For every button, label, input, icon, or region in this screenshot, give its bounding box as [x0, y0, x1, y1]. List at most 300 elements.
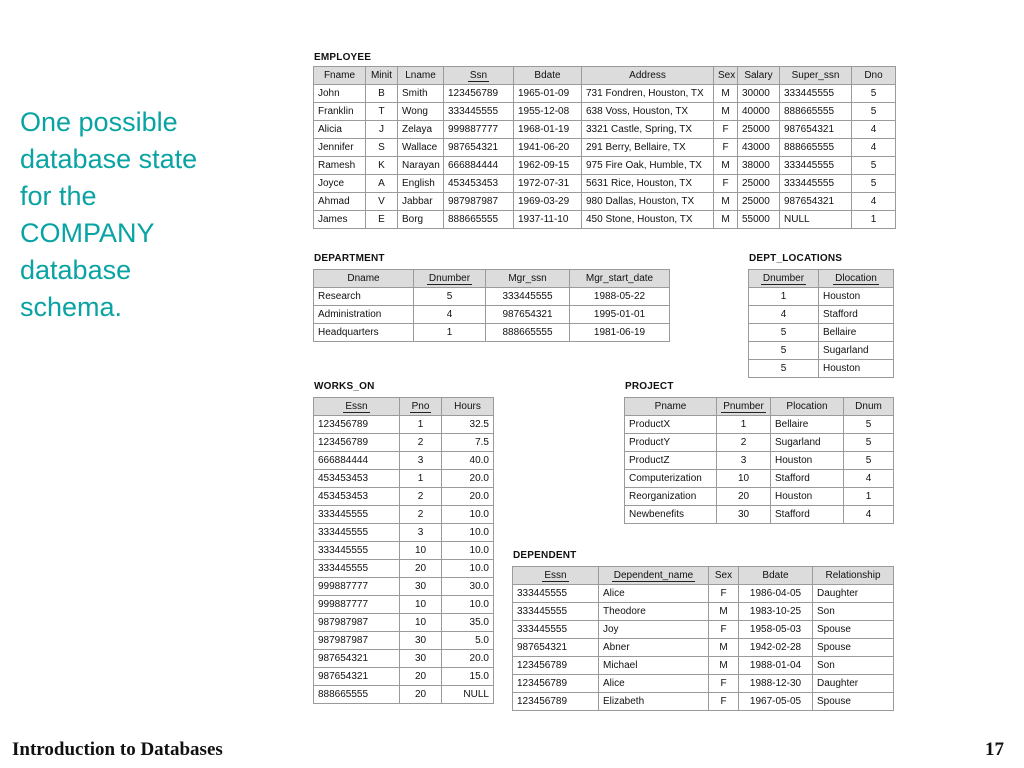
- column-header: [314, 67, 366, 85]
- table-cell: 987654321: [513, 639, 599, 657]
- table-cell: 333445555: [513, 621, 599, 639]
- table-cell: 5: [749, 342, 819, 360]
- table-cell: 15.0: [442, 668, 494, 686]
- table-cell: Sugarland: [819, 342, 894, 360]
- table-cell: 10: [717, 470, 771, 488]
- table-cell: Wallace: [398, 139, 444, 157]
- column-header-label: Dnumber: [428, 273, 471, 284]
- table-cell: 10.0: [442, 524, 494, 542]
- table-cell: E: [366, 211, 398, 229]
- footer-title: Introduction to Databases: [12, 739, 223, 760]
- caption-line: for the: [20, 181, 97, 211]
- table-row: [314, 193, 896, 211]
- column-header-label: Pnumber: [723, 401, 764, 412]
- table-cell: 1972-07-31: [514, 175, 582, 193]
- column-header-label: Pno: [411, 401, 430, 412]
- table-cell: 333445555: [314, 542, 400, 560]
- column-header: [780, 67, 852, 85]
- table-cell: M: [709, 603, 739, 621]
- header-row: [749, 270, 894, 288]
- table-cell: 888665555: [780, 103, 852, 121]
- table-cell: Franklin: [314, 103, 366, 121]
- table-cell: 4: [852, 121, 896, 139]
- table-cell: 333445555: [314, 506, 400, 524]
- header-row: [625, 398, 894, 416]
- table-cell: 987654321: [780, 193, 852, 211]
- table-cell: 5: [852, 103, 896, 121]
- table-cell: 20: [400, 560, 442, 578]
- table-cell: 123456789: [513, 657, 599, 675]
- table-cell: 638 Voss, Houston, TX: [582, 103, 714, 121]
- table-cell: 1968-01-19: [514, 121, 582, 139]
- table-row: [314, 470, 494, 488]
- table-cell: 10.0: [442, 596, 494, 614]
- column-header: [819, 270, 894, 288]
- table-cell: 3: [717, 452, 771, 470]
- table-cell: 987654321: [314, 668, 400, 686]
- table-cell: 30.0: [442, 578, 494, 596]
- table-cell: 333445555: [513, 603, 599, 621]
- column-header-label: Sex: [714, 570, 733, 581]
- table-cell: 999887777: [444, 121, 514, 139]
- table-cell: 30000: [738, 85, 780, 103]
- table-cell: 5: [852, 85, 896, 103]
- column-header: [514, 67, 582, 85]
- table-cell: S: [366, 139, 398, 157]
- table-cell: 3: [400, 452, 442, 470]
- table-cell: 4: [844, 470, 894, 488]
- table-cell: 987654321: [444, 139, 514, 157]
- table-cell: 666884444: [444, 157, 514, 175]
- caption-line: database: [20, 255, 132, 285]
- table-cell: Stafford: [771, 506, 844, 524]
- table-row: [314, 596, 494, 614]
- page-number: 17: [985, 739, 1004, 760]
- table-row: [314, 614, 494, 632]
- table-cell: Daughter: [813, 585, 894, 603]
- table-row: [314, 506, 494, 524]
- table-cell: 5631 Rice, Houston, TX: [582, 175, 714, 193]
- table-cell: Computerization: [625, 470, 717, 488]
- table-cell: Sugarland: [771, 434, 844, 452]
- table-cell: Research: [314, 288, 414, 306]
- table-cell: 20.0: [442, 470, 494, 488]
- table-row: [314, 211, 896, 229]
- table-cell: M: [714, 157, 738, 175]
- table-cell: 30: [400, 650, 442, 668]
- table-cell: 450 Stone, Houston, TX: [582, 211, 714, 229]
- column-header-label: Ssn: [469, 70, 488, 81]
- table-cell: 10.0: [442, 560, 494, 578]
- table-cell: 1: [717, 416, 771, 434]
- table-cell: M: [714, 103, 738, 121]
- table-row: [513, 639, 894, 657]
- table-row: [513, 693, 894, 711]
- header-row: [314, 270, 670, 288]
- table-cell: Administration: [314, 306, 414, 324]
- table-cell: 1941-06-20: [514, 139, 582, 157]
- table-row: [625, 452, 894, 470]
- table-cell: 20: [717, 488, 771, 506]
- table-cell: Wong: [398, 103, 444, 121]
- table-cell: 40000: [738, 103, 780, 121]
- table-cell: J: [366, 121, 398, 139]
- table-row: [314, 578, 494, 596]
- table-cell: 32.5: [442, 416, 494, 434]
- table-cell: 4: [749, 306, 819, 324]
- column-header: [738, 67, 780, 85]
- column-header: [442, 398, 494, 416]
- department-title: DEPARTMENT: [314, 253, 385, 264]
- column-header-label: Dependent_name: [613, 570, 694, 581]
- table-cell: 333445555: [780, 175, 852, 193]
- table-cell: Zelaya: [398, 121, 444, 139]
- column-header-label: Fname: [323, 70, 356, 81]
- table-cell: 5: [844, 452, 894, 470]
- table-cell: Abner: [599, 639, 709, 657]
- table-cell: Smith: [398, 85, 444, 103]
- table-cell: 1988-12-30: [739, 675, 813, 693]
- column-header-label: Dnum: [855, 401, 882, 412]
- table-cell: Joy: [599, 621, 709, 639]
- table-row: [314, 488, 494, 506]
- table-cell: 333445555: [314, 560, 400, 578]
- table-cell: 25000: [738, 193, 780, 211]
- table-cell: 20.0: [442, 650, 494, 668]
- table-cell: 10.0: [442, 506, 494, 524]
- table-cell: ProductY: [625, 434, 717, 452]
- table-cell: Reorganization: [625, 488, 717, 506]
- table-cell: Borg: [398, 211, 444, 229]
- table-cell: 4: [414, 306, 486, 324]
- table-row: [749, 324, 894, 342]
- table-row: [314, 668, 494, 686]
- table-cell: 5: [749, 360, 819, 378]
- table-cell: Alicia: [314, 121, 366, 139]
- table-cell: Houston: [819, 360, 894, 378]
- column-header: [444, 67, 514, 85]
- table-cell: 5: [852, 175, 896, 193]
- column-header-label: Plocation: [786, 401, 828, 412]
- table-cell: 10: [400, 614, 442, 632]
- table-cell: 5: [844, 434, 894, 452]
- table-cell: James: [314, 211, 366, 229]
- table-cell: 25000: [738, 175, 780, 193]
- works-on-title: WORKS_ON: [314, 381, 375, 392]
- table-cell: Bellaire: [819, 324, 894, 342]
- table-cell: 20: [400, 668, 442, 686]
- department-table: [313, 269, 670, 342]
- table-cell: 1: [844, 488, 894, 506]
- table-cell: 453453453: [314, 488, 400, 506]
- table-cell: F: [714, 175, 738, 193]
- table-row: [513, 675, 894, 693]
- table-cell: 35.0: [442, 614, 494, 632]
- table-cell: 987654321: [486, 306, 570, 324]
- table-row: [314, 686, 494, 704]
- table-cell: 1988-05-22: [570, 288, 670, 306]
- table-row: [314, 434, 494, 452]
- column-header-label: Address: [629, 70, 666, 81]
- table-cell: 987987987: [314, 632, 400, 650]
- table-cell: A: [366, 175, 398, 193]
- column-header-label: Pname: [654, 401, 687, 412]
- table-cell: 333445555: [780, 85, 852, 103]
- dept-locations-table: [748, 269, 894, 378]
- table-cell: 1969-03-29: [514, 193, 582, 211]
- table-cell: M: [709, 639, 739, 657]
- table-cell: 731 Fondren, Houston, TX: [582, 85, 714, 103]
- table-cell: T: [366, 103, 398, 121]
- table-cell: 30: [717, 506, 771, 524]
- table-cell: F: [714, 139, 738, 157]
- table-cell: 2: [400, 434, 442, 452]
- table-cell: B: [366, 85, 398, 103]
- table-cell: Theodore: [599, 603, 709, 621]
- column-header-label: Bdate: [762, 570, 789, 581]
- column-header: [570, 270, 670, 288]
- table-cell: 55000: [738, 211, 780, 229]
- table-cell: 453453453: [314, 470, 400, 488]
- column-header-label: Dlocation: [835, 273, 877, 284]
- table-cell: ProductZ: [625, 452, 717, 470]
- table-row: [749, 288, 894, 306]
- project-title: PROJECT: [625, 381, 674, 392]
- table-cell: 2: [717, 434, 771, 452]
- table-cell: M: [709, 657, 739, 675]
- table-cell: F: [709, 675, 739, 693]
- table-cell: Stafford: [819, 306, 894, 324]
- table-cell: Ahmad: [314, 193, 366, 211]
- table-cell: 888665555: [444, 211, 514, 229]
- table-cell: 25000: [738, 121, 780, 139]
- table-cell: Narayan: [398, 157, 444, 175]
- table-cell: 888665555: [486, 324, 570, 342]
- table-cell: Headquarters: [314, 324, 414, 342]
- table-cell: Ramesh: [314, 157, 366, 175]
- table-cell: Spouse: [813, 621, 894, 639]
- column-header-label: Sex: [718, 70, 736, 81]
- table-cell: 999887777: [314, 578, 400, 596]
- table-cell: 888665555: [314, 686, 400, 704]
- table-row: [314, 175, 896, 193]
- table-cell: Daughter: [813, 675, 894, 693]
- column-header-label: Super_ssn: [791, 70, 840, 81]
- table-row: [749, 342, 894, 360]
- table-cell: Son: [813, 657, 894, 675]
- table-cell: 333445555: [513, 585, 599, 603]
- table-cell: 333445555: [486, 288, 570, 306]
- table-cell: 10: [400, 596, 442, 614]
- table-row: [513, 621, 894, 639]
- table-row: [314, 121, 896, 139]
- column-header-label: Mgr_start_date: [585, 273, 654, 284]
- table-cell: 4: [844, 506, 894, 524]
- table-cell: Houston: [771, 452, 844, 470]
- table-cell: 1: [400, 416, 442, 434]
- table-cell: Jabbar: [398, 193, 444, 211]
- table-cell: 123456789: [314, 416, 400, 434]
- table-cell: 2: [400, 506, 442, 524]
- dependent-title: DEPENDENT: [513, 550, 577, 561]
- table-cell: F: [709, 621, 739, 639]
- table-row: [314, 85, 896, 103]
- table-cell: 1: [749, 288, 819, 306]
- table-row: [314, 560, 494, 578]
- table-cell: 10.0: [442, 542, 494, 560]
- column-header-label: Dname: [347, 273, 380, 284]
- column-header-label: Hours: [454, 401, 481, 412]
- table-cell: 987654321: [780, 121, 852, 139]
- table-row: [314, 324, 670, 342]
- table-cell: F: [709, 585, 739, 603]
- table-row: [314, 288, 670, 306]
- column-header: [513, 567, 599, 585]
- column-header-label: Essn: [345, 401, 368, 412]
- column-header: [582, 67, 714, 85]
- column-header-label: Bdate: [534, 70, 561, 81]
- table-row: [513, 603, 894, 621]
- column-header: [314, 270, 414, 288]
- dept-locations-title: DEPT_LOCATIONS: [749, 253, 843, 264]
- table-cell: V: [366, 193, 398, 211]
- table-cell: Spouse: [813, 693, 894, 711]
- table-cell: 1955-12-08: [514, 103, 582, 121]
- table-cell: 1988-01-04: [739, 657, 813, 675]
- caption-line: database state: [20, 144, 198, 174]
- column-header: [366, 67, 398, 85]
- column-header-label: Relationship: [825, 570, 881, 581]
- table-cell: 333445555: [314, 524, 400, 542]
- column-header-label: Essn: [544, 570, 567, 581]
- caption-line: COMPANY: [20, 218, 155, 248]
- table-cell: 5: [844, 416, 894, 434]
- table-row: [625, 488, 894, 506]
- table-cell: 5: [852, 157, 896, 175]
- table-cell: 123456789: [314, 434, 400, 452]
- works-on-table: [313, 397, 494, 704]
- column-header: [400, 398, 442, 416]
- table-cell: 30: [400, 578, 442, 596]
- table-cell: John: [314, 85, 366, 103]
- table-cell: 333445555: [444, 103, 514, 121]
- table-cell: 1965-01-09: [514, 85, 582, 103]
- table-cell: ProductX: [625, 416, 717, 434]
- table-cell: Jennifer: [314, 139, 366, 157]
- column-header: [739, 567, 813, 585]
- table-cell: 999887777: [314, 596, 400, 614]
- table-row: [314, 103, 896, 121]
- column-header-label: Salary: [744, 70, 773, 81]
- table-cell: Son: [813, 603, 894, 621]
- slide-caption: [20, 104, 270, 326]
- table-cell: 5.0: [442, 632, 494, 650]
- column-header: [749, 270, 819, 288]
- table-cell: 10: [400, 542, 442, 560]
- table-cell: 1937-11-10: [514, 211, 582, 229]
- table-row: [625, 434, 894, 452]
- table-cell: 123456789: [513, 693, 599, 711]
- table-cell: 40.0: [442, 452, 494, 470]
- table-row: [314, 452, 494, 470]
- table-row: [513, 657, 894, 675]
- column-header: [813, 567, 894, 585]
- table-cell: Spouse: [813, 639, 894, 657]
- column-header: [314, 398, 400, 416]
- table-cell: 980 Dallas, Houston, TX: [582, 193, 714, 211]
- dependent-table: [512, 566, 894, 711]
- table-cell: 453453453: [444, 175, 514, 193]
- table-cell: NULL: [442, 686, 494, 704]
- table-cell: Stafford: [771, 470, 844, 488]
- table-row: [625, 416, 894, 434]
- table-cell: 987987987: [444, 193, 514, 211]
- employee-title: EMPLOYEE: [314, 52, 372, 63]
- table-cell: K: [366, 157, 398, 175]
- table-cell: 987987987: [314, 614, 400, 632]
- column-header: [486, 270, 570, 288]
- column-header: [717, 398, 771, 416]
- table-cell: Newbenefits: [625, 506, 717, 524]
- project-table: [624, 397, 894, 524]
- table-cell: F: [709, 693, 739, 711]
- table-cell: 38000: [738, 157, 780, 175]
- table-cell: M: [714, 85, 738, 103]
- column-header: [714, 67, 738, 85]
- table-row: [625, 506, 894, 524]
- table-row: [314, 650, 494, 668]
- table-cell: 20.0: [442, 488, 494, 506]
- table-row: [513, 585, 894, 603]
- table-cell: 1: [414, 324, 486, 342]
- table-cell: Joyce: [314, 175, 366, 193]
- table-row: [625, 470, 894, 488]
- table-cell: 1967-05-05: [739, 693, 813, 711]
- employee-table: [313, 66, 896, 229]
- table-cell: 1986-04-05: [739, 585, 813, 603]
- table-cell: 5: [749, 324, 819, 342]
- caption-line: One possible: [20, 107, 178, 137]
- column-header-label: Dnumber: [762, 273, 805, 284]
- caption-line: schema.: [20, 292, 123, 322]
- column-header: [771, 398, 844, 416]
- table-cell: M: [714, 211, 738, 229]
- column-header-label: Lname: [405, 70, 436, 81]
- column-header-label: Minit: [370, 70, 393, 81]
- table-cell: Michael: [599, 657, 709, 675]
- column-header: [414, 270, 486, 288]
- table-cell: 333445555: [780, 157, 852, 175]
- column-header: [625, 398, 717, 416]
- table-cell: 20: [400, 686, 442, 704]
- table-cell: 4: [852, 139, 896, 157]
- table-row: [749, 306, 894, 324]
- table-cell: 666884444: [314, 452, 400, 470]
- table-cell: 1962-09-15: [514, 157, 582, 175]
- header-row: [314, 67, 896, 85]
- table-cell: Houston: [771, 488, 844, 506]
- table-row: [314, 306, 670, 324]
- table-cell: English: [398, 175, 444, 193]
- table-cell: 123456789: [444, 85, 514, 103]
- table-cell: Elizabeth: [599, 693, 709, 711]
- column-header: [398, 67, 444, 85]
- table-cell: 1983-10-25: [739, 603, 813, 621]
- table-cell: 43000: [738, 139, 780, 157]
- column-header: [844, 398, 894, 416]
- table-cell: 123456789: [513, 675, 599, 693]
- header-row: [513, 567, 894, 585]
